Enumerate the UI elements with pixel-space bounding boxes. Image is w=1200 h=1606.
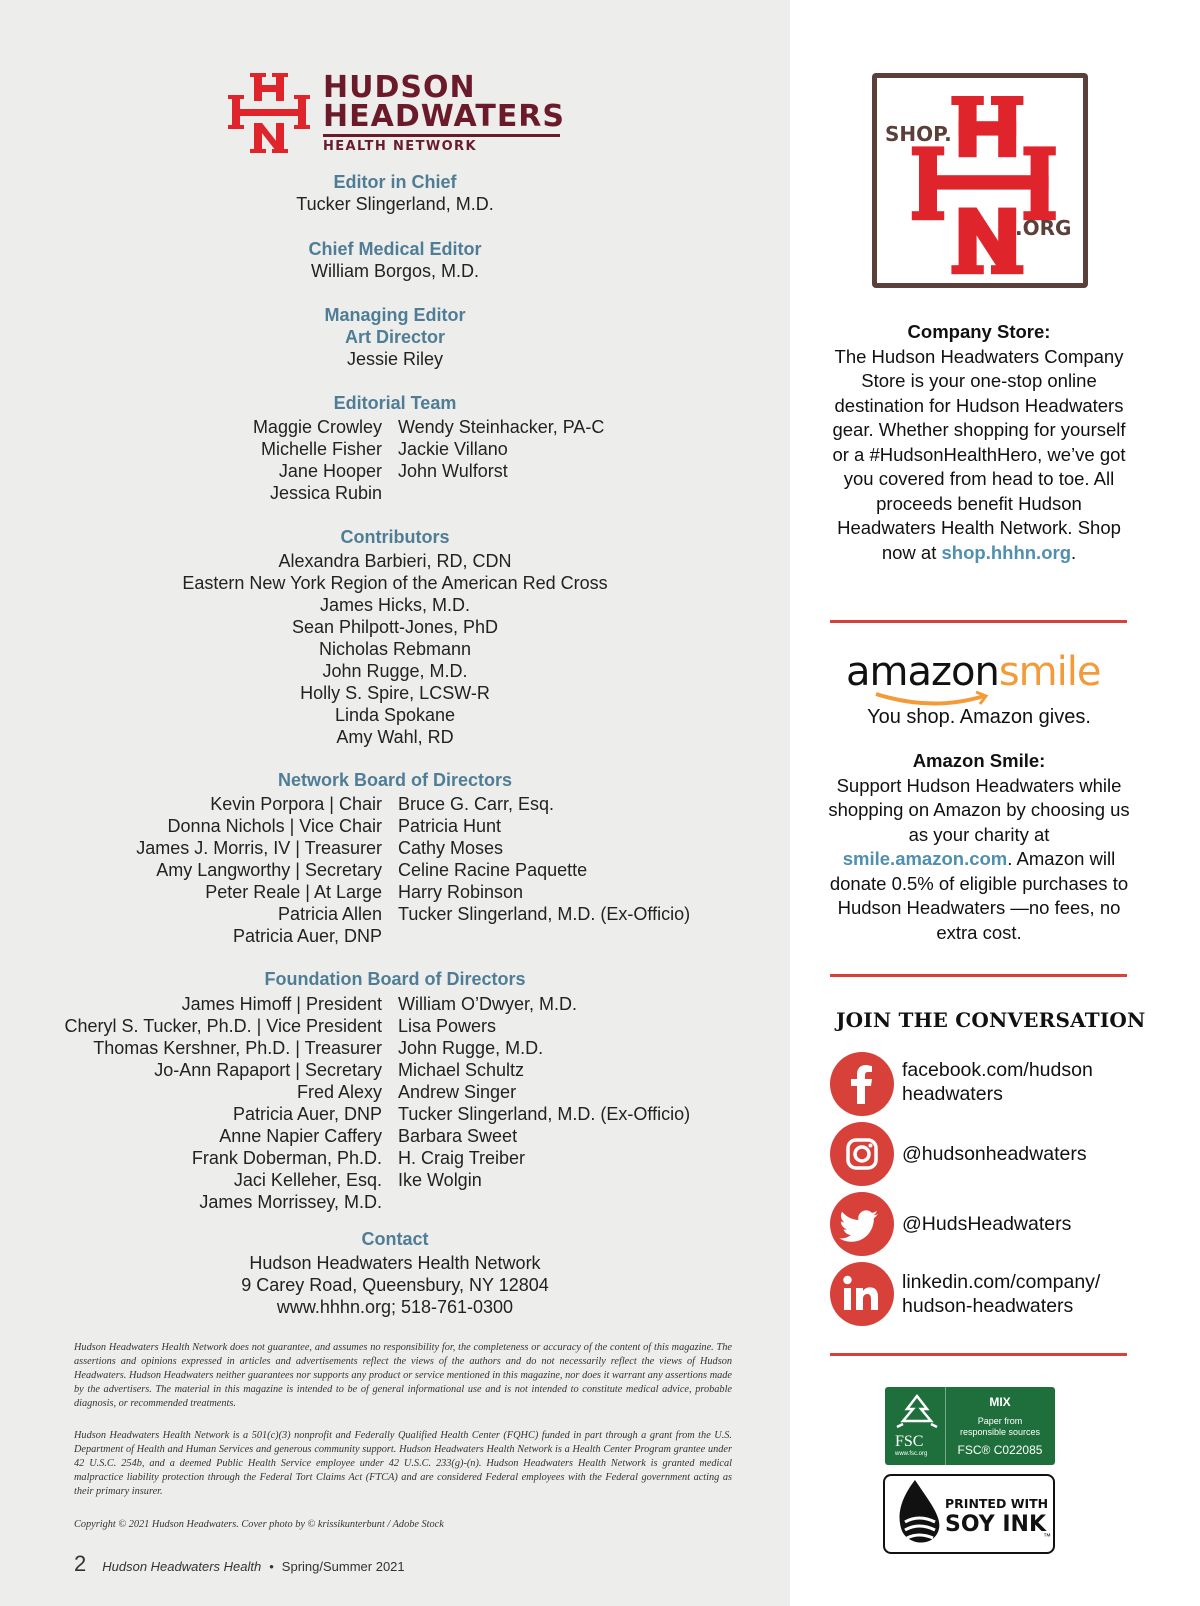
person-name: Patricia Auer, DNP — [232, 1104, 382, 1124]
person-name: Frank Doberman, Ph.D. — [191, 1148, 382, 1168]
fsc-paper: Paper from responsible sources — [959, 1416, 1041, 1437]
soy-tm: ™ — [1043, 1532, 1051, 1541]
person-name: Patricia Hunt — [398, 816, 502, 836]
person-name: Anne Napier Caffery — [219, 1126, 382, 1146]
person-name: John Wulforst — [398, 461, 508, 481]
social-facebook[interactable] — [830, 1052, 1130, 1116]
person-name: John Rugge, M.D. — [322, 661, 468, 681]
person-name: Andrew Singer — [398, 1082, 517, 1102]
contact-line: 9 Carey Road, Queensbury, NY 12804 — [241, 1275, 549, 1295]
soy-ink-badge — [883, 1474, 1055, 1554]
twitter-icon — [830, 1192, 894, 1256]
instagram-icon — [830, 1122, 894, 1186]
person-name: Jessie Riley — [346, 349, 444, 369]
person-name: Jo-Ann Rapaport | Secretary — [154, 1060, 382, 1080]
network-board-left — [0, 793, 382, 947]
person-name: Tucker Slingerland, M.D. (Ex-Officio) — [398, 904, 691, 924]
social-label: facebook.com/hudson headwaters — [902, 1059, 1093, 1105]
contact-line: www.hhhn.org; 518-761-0300 — [276, 1297, 514, 1317]
foundation-board-right — [398, 993, 788, 1191]
person-name: Nicholas Rebmann — [318, 639, 472, 659]
fsc-mix: MIX — [989, 1395, 1011, 1409]
person-name: Celine Racine Paquette — [398, 860, 588, 880]
amazon-wordmark: amazon — [846, 649, 999, 695]
editorial-team-heading: Editorial Team — [333, 393, 457, 413]
person-name: James Hicks, M.D. — [319, 595, 470, 615]
person-name: Ike Wolgin — [398, 1170, 482, 1190]
soy-line-1: PRINTED WITH — [945, 1496, 1049, 1511]
fsc-brand: FSC — [895, 1433, 924, 1450]
amazon-smile-title: Amazon Smile: — [912, 750, 1046, 771]
page-number: 2 — [74, 1551, 87, 1576]
company-store-end: . — [1071, 541, 1077, 563]
disclaimer-paragraph-1: Hudson Headwaters Health Network does not guarantee, and assumes no responsibility for, the completeness or accuracy of the content of this magazine. The assertions and opinions expressed in articles and advertisements reflect the views of the authors and do not necessarily reflect the views of Hudson Headwaters. Hudson Headwaters neither guarantees nor supports any product or service mentioned in this magazine, nor does it warrant any assertions made by the advertisers. The material in this magazine is intended to be of general informational use and is not intended to constitute medical advice, probable diagnosis, or recommended treatments. — [74, 1342, 732, 1409]
person-name: Cathy Moses — [398, 838, 504, 858]
logo-line-1: HUDSON — [323, 70, 476, 105]
person-name: Patricia Allen — [277, 904, 382, 924]
contributors-heading: Contributors — [340, 527, 450, 547]
amazon-smile-body-1: Support Hudson Headwaters while shopping on Amazon by choosing us as your charity at — [828, 774, 1130, 845]
contributors-list — [0, 550, 790, 748]
social-twitter[interactable] — [830, 1192, 1130, 1256]
fsc-tree-icon — [893, 1393, 941, 1433]
person-name: Fred Alexy — [296, 1082, 382, 1102]
linkedin-icon — [830, 1262, 894, 1326]
contact-heading: Contact — [361, 1229, 429, 1249]
person-name: Jane Hooper — [278, 461, 382, 481]
person-name: Wendy Steinhacker, PA-C — [398, 417, 605, 437]
social-label: @hudsonheadwaters — [902, 1143, 1087, 1165]
publication-name: Hudson Headwaters Health — [102, 1559, 262, 1574]
person-name: H. Craig Treiber — [398, 1148, 526, 1168]
smile-wordmark: smile — [998, 649, 1101, 695]
logo-line-3: HEALTH NETWORK — [323, 139, 477, 154]
person-name: Tucker Slingerland, M.D. — [296, 194, 494, 214]
person-name: Barbara Sweet — [398, 1126, 518, 1146]
person-name: Jackie Villano — [398, 439, 508, 459]
person-name: Bruce G. Carr, Esq. — [398, 794, 555, 814]
person-name: Lisa Powers — [398, 1016, 497, 1036]
amazon-smile-block — [826, 749, 1132, 945]
soy-line-2: SOY INK — [945, 1512, 1046, 1537]
social-label: @HudsHeadwaters — [902, 1213, 1072, 1235]
disclaimer-paragraph-2: Hudson Headwaters Health Network is a 501(c)(3) nonprofit and Federally Qualified Health Center (FQHC) funded in part through a grant from the U.S. Department of Health and Human Services and generous community support. Hudson Headwaters Health Network is a Health Center Program grantee under 42 U.S.C. 254b, and a deemed Public Health Service employee under 42 U.S.C. 233(g)-(n). Hudson Headwaters Health Network is granted medical malpractice liability protection through the Federal Tort Claims Act (FTCA) and are considered Federal employees with the Federal government acting as their primary insurer. — [74, 1430, 732, 1497]
social-instagram[interactable] — [830, 1122, 1130, 1186]
foundation-board-heading: Foundation Board of Directors — [264, 969, 526, 989]
person-name: Amy Wahl, RD — [336, 727, 454, 747]
network-board-right — [398, 793, 788, 925]
person-name: James Himoff | President — [181, 994, 382, 1014]
shop-hhhn-logo[interactable] — [872, 73, 1088, 288]
person-name: Donna Nichols | Vice Chair — [167, 816, 382, 836]
person-name: Jessica Rubin — [269, 483, 382, 503]
person-name: Jaci Kelleher, Esq. — [233, 1170, 382, 1190]
person-name: Harry Robinson — [398, 882, 524, 902]
company-store-body: The Hudson Headwaters Company Store is your one-stop online destination for Hudson Headwaters gear. Whether shopping for yourself or a #HudsonHealthHero, we’ve got you covered from head to toe. All proceeds benefit Hudson Headwaters Health Network. Shop now at — [832, 345, 1126, 563]
person-name: James J. Morris, IV | Treasurer — [136, 838, 382, 858]
person-name: Holly S. Spire, LCSW-R — [300, 683, 490, 703]
fsc-code: FSC® C022085 — [957, 1443, 1043, 1457]
foundation-board-left — [0, 993, 382, 1213]
person-name: Peter Reale | At Large — [205, 882, 382, 902]
facebook-icon — [830, 1052, 894, 1116]
page-footer — [74, 1551, 405, 1577]
soy-leaf-icon — [895, 1478, 945, 1550]
managing-editor-section — [0, 304, 790, 370]
person-name: Eastern New York Region of the American Red Cross — [182, 573, 608, 593]
person-name: Thomas Kershner, Ph.D. | Treasurer — [93, 1038, 382, 1058]
logo-line-2: HEADWATERS — [323, 99, 566, 134]
logo-rule — [323, 134, 560, 137]
editor-in-chief-section — [0, 171, 790, 215]
hhhn-mark-icon — [228, 73, 310, 153]
person-name: Michelle Fisher — [260, 439, 382, 459]
editorial-team-left — [0, 416, 382, 504]
person-name: John Rugge, M.D. — [398, 1038, 544, 1058]
person-name: Cheryl S. Tucker, Ph.D. | Vice President — [64, 1016, 382, 1036]
footer-separator: • — [269, 1559, 274, 1574]
person-name: Alexandra Barbieri, RD, CDN — [278, 551, 512, 571]
person-name: Tucker Slingerland, M.D. (Ex-Officio) — [398, 1104, 691, 1124]
section-heading: Managing Editor — [324, 305, 466, 325]
person-name: Patricia Auer, DNP — [232, 926, 382, 946]
section-heading: Editor in Chief — [333, 172, 457, 192]
copyright-line: Copyright © 2021 Hudson Headwaters. Cover photo by © krissikunterbunt / Adobe Stock — [74, 1519, 444, 1530]
amazon-smile-link[interactable]: smile.amazon.com — [842, 848, 1008, 869]
contact-line: Hudson Headwaters Health Network — [249, 1253, 541, 1273]
contact-lines — [0, 1252, 790, 1318]
person-name: Linda Spokane — [334, 705, 456, 725]
fsc-badge — [885, 1387, 1055, 1465]
company-store-title: Company Store: — [907, 321, 1051, 342]
person-name: William Borgos, M.D. — [310, 261, 480, 281]
editorial-team-right — [398, 416, 788, 482]
join-conversation-title: JOIN THE CONVERSATION — [836, 1008, 1146, 1032]
divider — [830, 974, 1127, 977]
issue-label: Spring/Summer 2021 — [281, 1559, 405, 1574]
network-board-heading: Network Board of Directors — [277, 770, 513, 790]
person-name: Sean Philpott-Jones, PhD — [291, 617, 499, 637]
chief-medical-editor-section — [0, 238, 790, 282]
amazon-smile-body-2: . Amazon will donate 0.5% of eligible purchases to Hudson Headwaters —no fees, no extra cost. — [829, 848, 1129, 943]
divider — [830, 620, 1127, 623]
person-name: William O’Dwyer, M.D. — [398, 994, 577, 1014]
social-linkedin[interactable] — [830, 1262, 1130, 1326]
amazonsmile-logo — [846, 650, 1106, 710]
person-name: Michael Schultz — [398, 1060, 525, 1080]
section-heading: Art Director — [344, 327, 446, 347]
amazon-tagline: You shop. Amazon gives. — [867, 706, 1091, 728]
hhhn-logo — [228, 70, 568, 154]
social-label: linkedin.com/company/ hudson-headwaters — [902, 1271, 1101, 1317]
divider — [830, 1353, 1127, 1356]
person-name: Kevin Porpora | Chair — [210, 794, 382, 814]
person-name: Amy Langworthy | Secretary — [156, 860, 382, 880]
section-heading: Chief Medical Editor — [308, 239, 482, 259]
person-name: James Morrissey, M.D. — [199, 1192, 382, 1212]
fsc-url: www.fsc.org — [895, 1451, 928, 1457]
company-store-block — [826, 320, 1132, 565]
shop-suffix: .ORG — [1015, 216, 1072, 240]
person-name: Maggie Crowley — [252, 417, 382, 437]
shop-prefix: SHOP. — [885, 122, 952, 146]
shop-link[interactable]: shop.hhhn.org — [941, 541, 1071, 563]
